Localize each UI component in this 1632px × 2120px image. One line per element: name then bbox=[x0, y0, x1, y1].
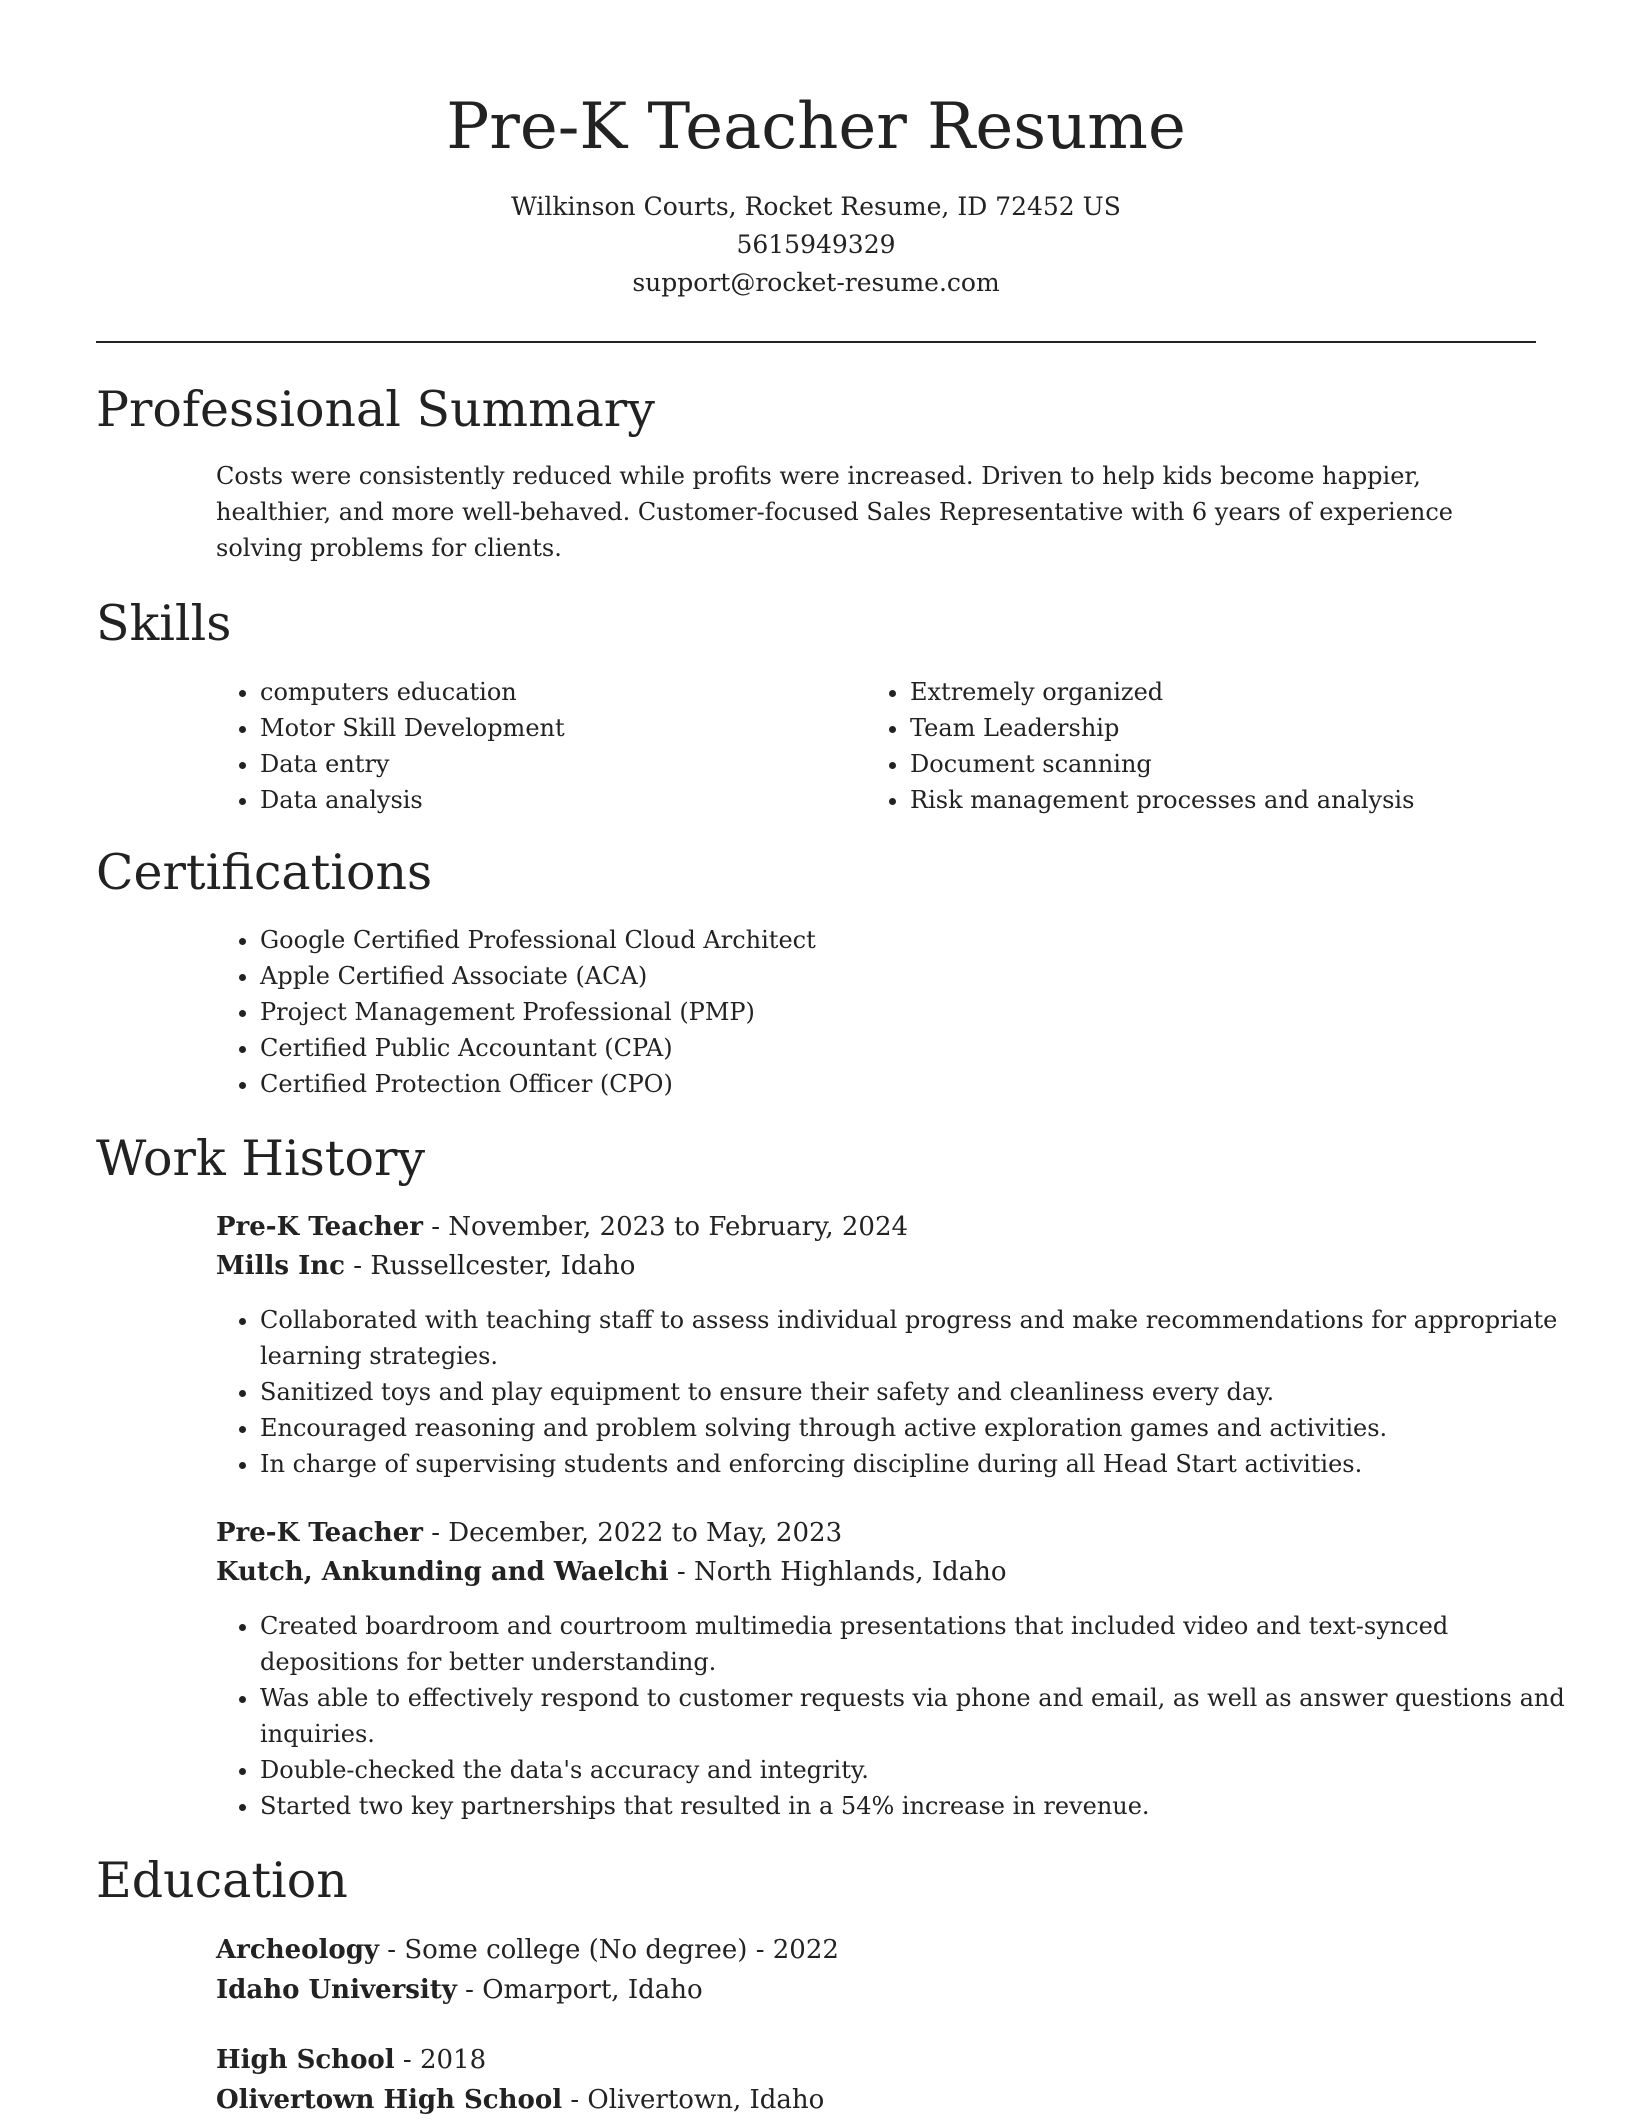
education-school-line bbox=[216, 2080, 824, 2120]
certifications-heading: Certifications bbox=[96, 844, 433, 901]
job-dates: - December, 2022 to May, 2023 bbox=[422, 1518, 843, 1548]
contact-email: support@rocket-resume.com bbox=[632, 268, 1000, 297]
list-item: • Created boardroom and courtroom multimedia presentations that included video and text-synced depositions for better understanding. bbox=[260, 1608, 1570, 1680]
job-company-line bbox=[216, 1552, 1007, 1592]
job-location: - North Highlands, Idaho bbox=[668, 1557, 1007, 1587]
list-item: • Motor Skill Development bbox=[260, 710, 820, 746]
education-location: - Olivertown, Idaho bbox=[562, 2085, 825, 2115]
job-title-line bbox=[216, 1513, 842, 1553]
list-item: • computers education bbox=[260, 674, 820, 710]
education-degree-line bbox=[216, 2040, 486, 2080]
list-item: • Data entry bbox=[260, 746, 820, 782]
contact-info bbox=[0, 188, 1632, 302]
education-detail: - Some college (No degree) - 2022 bbox=[379, 1935, 839, 1965]
skills-list-right bbox=[866, 674, 1570, 818]
job-title: Pre-K Teacher bbox=[216, 1212, 423, 1242]
education-school: Idaho University bbox=[216, 1975, 457, 2005]
education-detail: - 2018 bbox=[394, 2045, 487, 2075]
list-item: • Google Certified Professional Cloud Architect bbox=[260, 922, 1570, 958]
job-bullets bbox=[216, 1302, 1570, 1482]
contact-address: Wilkinson Courts, Rocket Resume, ID 72452 US bbox=[511, 192, 1121, 221]
list-item: • Certified Public Accountant (CPA) bbox=[260, 1030, 1570, 1066]
list-item: • Double-checked the data's accuracy and integrity. bbox=[260, 1752, 1570, 1788]
list-item: • Started two key partnerships that resulted in a 54% increase in revenue. bbox=[260, 1788, 1570, 1824]
job-bullets bbox=[216, 1608, 1570, 1824]
education-school: Olivertown High School bbox=[216, 2085, 563, 2115]
list-item: • Was able to effectively respond to customer requests via phone and email, as well as answer questions and inquiries. bbox=[260, 1680, 1570, 1752]
list-item: • Sanitized toys and play equipment to ensure their safety and cleanliness every day. bbox=[260, 1374, 1570, 1410]
education-degree: Archeology bbox=[216, 1935, 379, 1965]
list-item: • Document scanning bbox=[910, 746, 1570, 782]
job-dates: - November, 2023 to February, 2024 bbox=[422, 1212, 909, 1242]
certifications-list bbox=[216, 922, 1570, 1102]
summary-text: Costs were consistently reduced while profits were increased. Driven to help kids become happier, healthier, and more well-behaved. Customer-focused Sales Representative with 6 years of experience solving problems for clients. bbox=[216, 462, 1454, 562]
job-location: - Russellcester, Idaho bbox=[345, 1251, 636, 1281]
job-title: Pre-K Teacher bbox=[216, 1518, 423, 1548]
contact-phone: 5615949329 bbox=[736, 230, 896, 259]
list-item: • Data analysis bbox=[260, 782, 820, 818]
page-title: Pre-K Teacher Resume bbox=[446, 90, 1186, 164]
skills-list-left bbox=[216, 674, 820, 818]
list-item: • Collaborated with teaching staff to assess individual progress and make recommendations for appropriate learning strategies. bbox=[260, 1302, 1570, 1374]
job-company-line bbox=[216, 1246, 635, 1286]
work-heading: Work History bbox=[96, 1130, 426, 1187]
education-school-line bbox=[216, 1970, 703, 2010]
job-company: Kutch, Ankunding and Waelchi bbox=[216, 1557, 669, 1587]
list-item: • In charge of supervising students and enforcing discipline during all Head Start activities. bbox=[260, 1446, 1570, 1482]
education-degree: High School bbox=[216, 2045, 395, 2075]
summary-heading: Professional Summary bbox=[96, 381, 655, 438]
list-item: • Team Leadership bbox=[910, 710, 1570, 746]
resume-header bbox=[0, 0, 1632, 302]
list-item: • Project Management Professional (PMP) bbox=[260, 994, 1570, 1030]
education-location: - Omarport, Idaho bbox=[456, 1975, 703, 2005]
list-item: • Certified Protection Officer (CPO) bbox=[260, 1066, 1570, 1102]
skills-heading: Skills bbox=[96, 595, 232, 652]
header-divider bbox=[96, 341, 1536, 343]
list-item: • Risk management processes and analysis bbox=[910, 782, 1570, 818]
list-item: • Apple Certified Associate (ACA) bbox=[260, 958, 1570, 994]
job-title-line bbox=[216, 1207, 908, 1247]
list-item: • Extremely organized bbox=[910, 674, 1570, 710]
education-degree-line bbox=[216, 1930, 839, 1970]
job-company: Mills Inc bbox=[216, 1251, 345, 1281]
list-item: • Encouraged reasoning and problem solving through active exploration games and activities. bbox=[260, 1410, 1570, 1446]
education-heading: Education bbox=[96, 1852, 348, 1909]
